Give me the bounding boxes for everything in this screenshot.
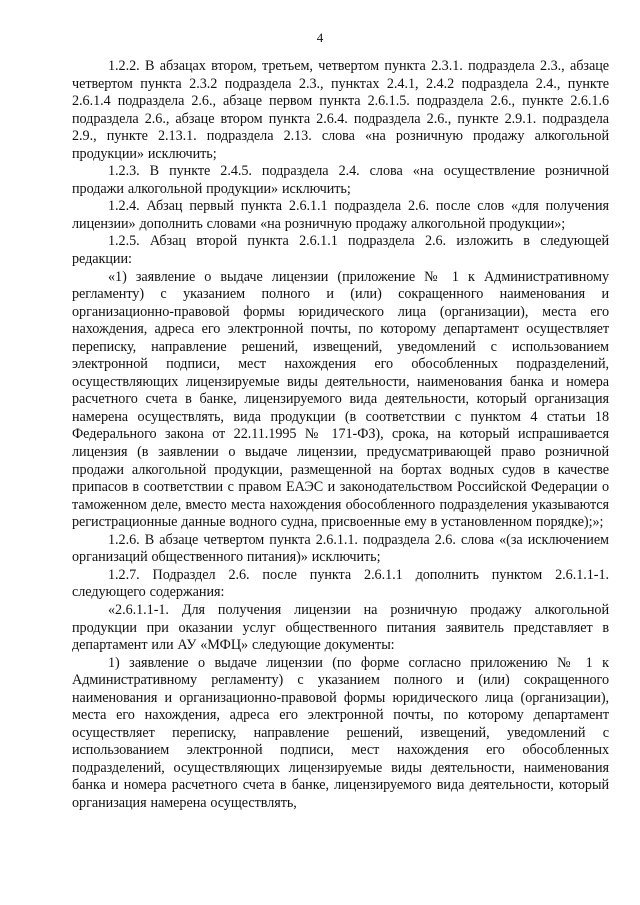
paragraph-1-2-2: 1.2.2. В абзацах втором, третьем, четвертом пункта 2.3.1. подраздела 2.3., абзаце четвертом пункта 2.3.2 подраздела 2.3., пунктах 2.4.1, 2.4.2 подраздела 2.4., пункте 2.6.1.4 подраздела 2.6., абзаце первом пункта 2.6.1.5. подраздела 2.6., пункте 2.6.1.6 подраздела 2.6., абзаце втором пункта 2.6.4. подраздела 2.6., пункте 2.9.1. подраздела 2.9., пункте 2.13.1. подраздела 2.13. слова «на розничную продажу алкогольной продукции» исключить; — [72, 58, 609, 162]
document-body — [72, 58, 609, 813]
paragraph-quoted-item-1: «1) заявление о выдаче лицензии (приложение № 1 к Административному регламенту) с указанием полного и (или) сокращенного наименования и организационно-правовой формы юридического лица (организации), места его нахождения, адреса его электронной почты, по которому департамент осуществляет переписку, направление решений, извещений, уведомлений с использованием электронной подписи, мест нахождения его обособленных подразделений, осуществляющих лицензируемые виды деятельности, наименования банка и номера расчетного счета в банке, лицензируемого вида деятельности, который организация намерена осуществлять, вида продукции (в соответствии с пунктом 4 статьи 18 Федерального закона от 22.11.1995 № 171-ФЗ), срока, на который испрашивается лицензия (в заявлении о выдаче лицензии, предусматривающей право розничной продажи алкогольной продукции, размещенной на бортах водных судов в качестве припасов в соответствии с правом ЕАЭС и законодательством Российской Федерации о таможенном деле, вместо места нахождения обособленного подразделения указываются регистрационные данные водного судна, присвоенные ему в установленном порядке);»; — [72, 268, 609, 531]
page-number: 4 — [316, 30, 324, 45]
paragraph-2-6-1-1-1: «2.6.1.1-1. Для получения лицензии на розничную продажу алкогольной продукции при оказании услуг общественного питания заявитель представляет в департамент или АУ «МФЦ» следующие документы: — [72, 601, 609, 654]
paragraph-1-2-4: 1.2.4. Абзац первый пункта 2.6.1.1 подраздела 2.6. после слов «для получения лицензии» дополнить словами «на розничную продажу алкогольной продукции»; — [72, 198, 609, 232]
paragraph-1-2-5: 1.2.5. Абзац второй пункта 2.6.1.1 подраздела 2.6. изложить в следующей редакции: — [72, 233, 609, 268]
paragraph-list-item-1: 1) заявление о выдаче лицензии (по форме согласно приложению № 1 к Административному регламенту) с указанием полного и (или) сокращенного наименования и организационно-правовой формы юридического лица (организации), места его нахождения, адреса его электронной почты, по которому департамент осуществляет переписку, направление решений, извещений, уведомлений с использованием электронной подписи, мест нахождения его обособленных подразделений, осуществляющих лицензируемые виды деятельности, наименования банка и номера расчетного счета в банке, лицензируемого вида деятельности, который организация намерена осуществлять, — [72, 654, 609, 811]
paragraph-1-2-6: 1.2.6. В абзаце четвертом пункта 2.6.1.1. подраздела 2.6. слова «(за исключением организаций общественного питания)» исключить; — [72, 531, 609, 566]
paragraph-1-2-7: 1.2.7. Подраздел 2.6. после пункта 2.6.1.1 дополнить пунктом 2.6.1.1-1. следующего содержания: — [72, 566, 609, 601]
paragraph-1-2-3: 1.2.3. В пункте 2.4.5. подраздела 2.4. слова «на осуществление розничной продажи алкогольной продукции» исключить; — [72, 163, 609, 197]
